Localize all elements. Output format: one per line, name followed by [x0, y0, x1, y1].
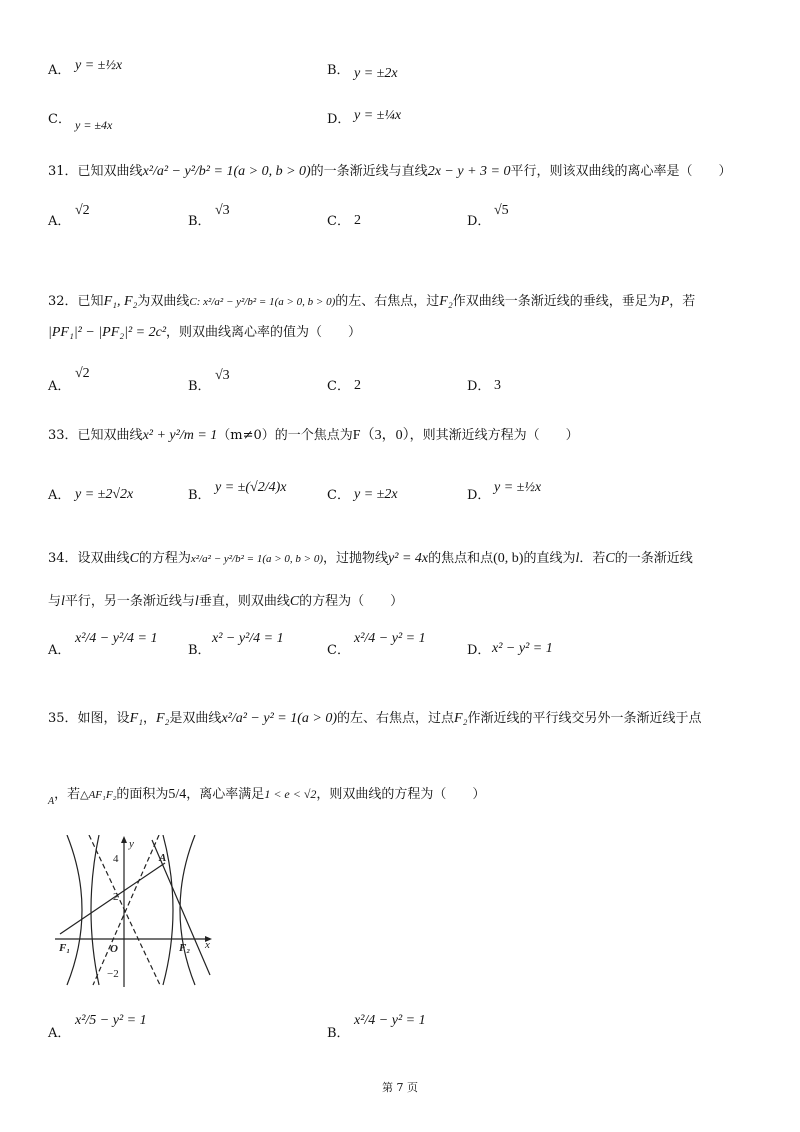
q35-option-b-value: x²/4 − y² = 1: [354, 1013, 426, 1028]
q34-mid1: 的方程为: [138, 551, 191, 566]
q34-number: 34．: [48, 551, 78, 566]
q31-line: 2x − y + 3 = 0: [427, 164, 511, 179]
q32-equation: C: x²/a² − y²/b² = 1(a > 0, b > 0): [189, 296, 336, 308]
q35-mid2: 的左、右焦点，过点: [337, 711, 455, 726]
q35-triangle: △AF₁F₂: [80, 789, 117, 801]
q34-mid5: ．若: [579, 551, 606, 566]
question-32-stem-line1: [48, 294, 695, 311]
q35-area: 5/4: [168, 787, 187, 802]
q34-mid3: 的焦点和点: [428, 551, 494, 566]
q35-number: 35．: [48, 711, 78, 726]
hyperbola-left-outer-branch: [67, 835, 82, 985]
q31-option-d-value: √5: [494, 203, 509, 218]
q34-option-d-label: D．: [467, 643, 491, 658]
y-axis-label: y: [129, 838, 134, 850]
question-32-stem-line2: [48, 325, 361, 342]
q32-option-a-label: A．: [48, 379, 71, 394]
q34-parabola: y² = 4x: [388, 551, 429, 566]
q34-mid6: 的一条渐近线: [614, 551, 693, 566]
q32-mid1: 为双曲线: [137, 294, 190, 309]
question-33-stem: [48, 428, 579, 445]
q33-option-b-value: y = ±(√2/4)x: [215, 480, 287, 495]
q34-option-b-value: x² − y²/4 = 1: [212, 631, 284, 646]
q34-l-2: l: [61, 594, 65, 609]
q35-mid3: 作渐近线的平行线交另外一条渐近线于点: [467, 711, 702, 726]
q32-line2: ，则双曲线离心率的值为（ ）: [166, 325, 362, 340]
top-option-c-expr: y = ±4x: [75, 118, 113, 132]
q34-l: l: [575, 551, 580, 566]
point-f2-label: F₂: [179, 942, 191, 954]
tick-label-minus-2: −2: [107, 968, 119, 980]
top-option-c-label: C．: [48, 112, 71, 127]
q35-line2a: ，若: [54, 787, 81, 802]
q35-f1: F₁: [129, 711, 143, 726]
q32-option-d-value: 3: [494, 378, 501, 393]
q31-suffix: 平行，则该双曲线的离心率是（ ）: [510, 164, 732, 179]
top-option-d-label: D．: [327, 112, 351, 127]
q32-option-b-label: B．: [188, 379, 211, 394]
q35-option-a-label: A．: [48, 1026, 71, 1041]
q32-option-a-value: √2: [75, 366, 90, 381]
q32-prefix: 已知: [77, 294, 104, 309]
top-option-a-label: A．: [48, 63, 71, 78]
q33-equation: x² + y²/m = 1: [142, 428, 218, 443]
q33-option-c-label: C．: [327, 488, 350, 503]
q35-option-a-value: x²/5 − y² = 1: [75, 1013, 147, 1028]
q34-c: C: [129, 551, 139, 566]
q34-mid4: 的直线为: [523, 551, 576, 566]
q33-cond: （m≠0）的一个焦点为: [217, 428, 353, 443]
q35-sep: ，: [142, 711, 156, 726]
top-option-a-expr: y = ±½x: [75, 58, 123, 73]
question-35-stem-line1: [48, 711, 701, 728]
point-a-label: A: [159, 852, 167, 864]
q35-ecc: 1 < e < √2: [264, 787, 317, 801]
q31-number: 31．: [48, 164, 78, 179]
q33-suffix: ，则其渐近线方程为（ ）: [409, 428, 579, 443]
q31-option-d-label: D．: [467, 214, 491, 229]
q31-option-c-value: 2: [354, 213, 361, 228]
q34-equation: x²/a² − y²/b² = 1(a > 0, b > 0): [190, 553, 324, 565]
tick-label-4: 4: [113, 853, 119, 865]
q32-p: P: [660, 294, 670, 309]
q35-a: A: [48, 796, 55, 807]
q31-mid: 的一条渐近线与直线: [310, 164, 428, 179]
q32-number: 32．: [48, 294, 78, 309]
q35-prefix: 如图，设: [77, 711, 130, 726]
q33-prefix: 已知双曲线: [77, 428, 143, 443]
q31-option-b-value: √3: [215, 203, 230, 218]
q35-hyperbola-figure: [55, 835, 220, 990]
q35-equation: x²/a² − y² = 1(a > 0): [221, 711, 338, 726]
q34-line2b: 平行，另一条渐近线与: [64, 594, 195, 609]
q32-option-d-label: D．: [467, 379, 491, 394]
q34-option-c-value: x²/4 − y² = 1: [354, 631, 426, 646]
q31-option-b-label: B．: [188, 214, 211, 229]
q34-c-2: C: [605, 551, 615, 566]
q34-option-d-value: x² − y² = 1: [492, 641, 553, 656]
q31-option-c-label: C．: [327, 214, 350, 229]
q32-option-b-value: √3: [215, 368, 230, 383]
page-footer: 第 7 页: [382, 1081, 418, 1094]
q35-line2d: ，则双曲线的方程为（ ）: [316, 787, 486, 802]
q31-prefix: 已知双曲线: [77, 164, 143, 179]
q31-option-a-value: √2: [75, 203, 90, 218]
q34-option-b-label: B．: [188, 643, 211, 658]
point-f1-label: F₁: [59, 942, 71, 954]
question-31-stem: [48, 164, 731, 181]
q34-line2d: 的方程为（ ）: [299, 594, 404, 609]
top-option-d-expr: y = ±¼x: [354, 108, 402, 123]
q35-f2-2: F₂: [454, 711, 468, 726]
q31-option-a-label: A．: [48, 214, 71, 229]
x-axis-label: x: [205, 939, 210, 951]
q32-mid2: 的左、右焦点，过: [335, 294, 440, 309]
q32-f2: F₂: [439, 294, 453, 309]
q32-option-c-value: 2: [354, 378, 361, 393]
q34-point: (0, b): [493, 551, 524, 566]
y-axis-arrow: [121, 836, 127, 843]
q33-option-d-label: D．: [467, 488, 491, 503]
top-option-b-label: B．: [327, 63, 350, 78]
q34-option-c-label: C．: [327, 643, 350, 658]
q32-suffix: ，若: [669, 294, 696, 309]
q33-option-b-label: B．: [188, 488, 211, 503]
question-35-stem-line2: [48, 787, 486, 807]
q34-option-a-label: A．: [48, 643, 71, 658]
q34-prefix: 设双曲线: [77, 551, 130, 566]
q33-option-a-value: y = ±2√2x: [75, 487, 134, 502]
q33-option-d-value: y = ±½x: [494, 480, 542, 495]
q32-condition: |PF₁|² − |PF₂|² = 2c²: [48, 325, 167, 340]
q34-line2a: 与: [48, 594, 62, 609]
q33-option-a-label: A．: [48, 488, 71, 503]
top-option-b-expr: y = ±2x: [354, 66, 398, 81]
q35-option-b-label: B．: [327, 1026, 350, 1041]
q35-mid1: 是双曲线: [169, 711, 222, 726]
question-34-stem-line1: [48, 551, 693, 568]
q34-option-a-value: x²/4 − y²/4 = 1: [75, 631, 158, 646]
q34-line2c: 垂直，则双曲线: [198, 594, 290, 609]
q34-mid2: ，过抛物线: [323, 551, 389, 566]
q32-option-c-label: C．: [327, 379, 350, 394]
q32-mid3: 作双曲线一条渐近线的垂线，垂足为: [452, 294, 661, 309]
q35-line2b: 的面积为: [116, 787, 169, 802]
question-34-stem-line2: [48, 594, 403, 611]
tick-label-2: 2: [113, 891, 119, 903]
q31-equation: x²/a² − y²/b² = 1(a > 0, b > 0): [142, 164, 311, 179]
q33-number: 33．: [48, 428, 78, 443]
q33-option-c-value: y = ±2x: [354, 487, 398, 502]
q34-c-3: C: [289, 594, 300, 609]
q33-focus: F（3，0）: [352, 428, 410, 443]
q32-foci: F₁, F₂: [103, 294, 138, 309]
q34-l-3: l: [194, 594, 199, 609]
q35-line2c: ，离心率满足: [186, 787, 265, 802]
origin-label: O: [110, 943, 118, 955]
q35-f2: F₂: [156, 711, 170, 726]
